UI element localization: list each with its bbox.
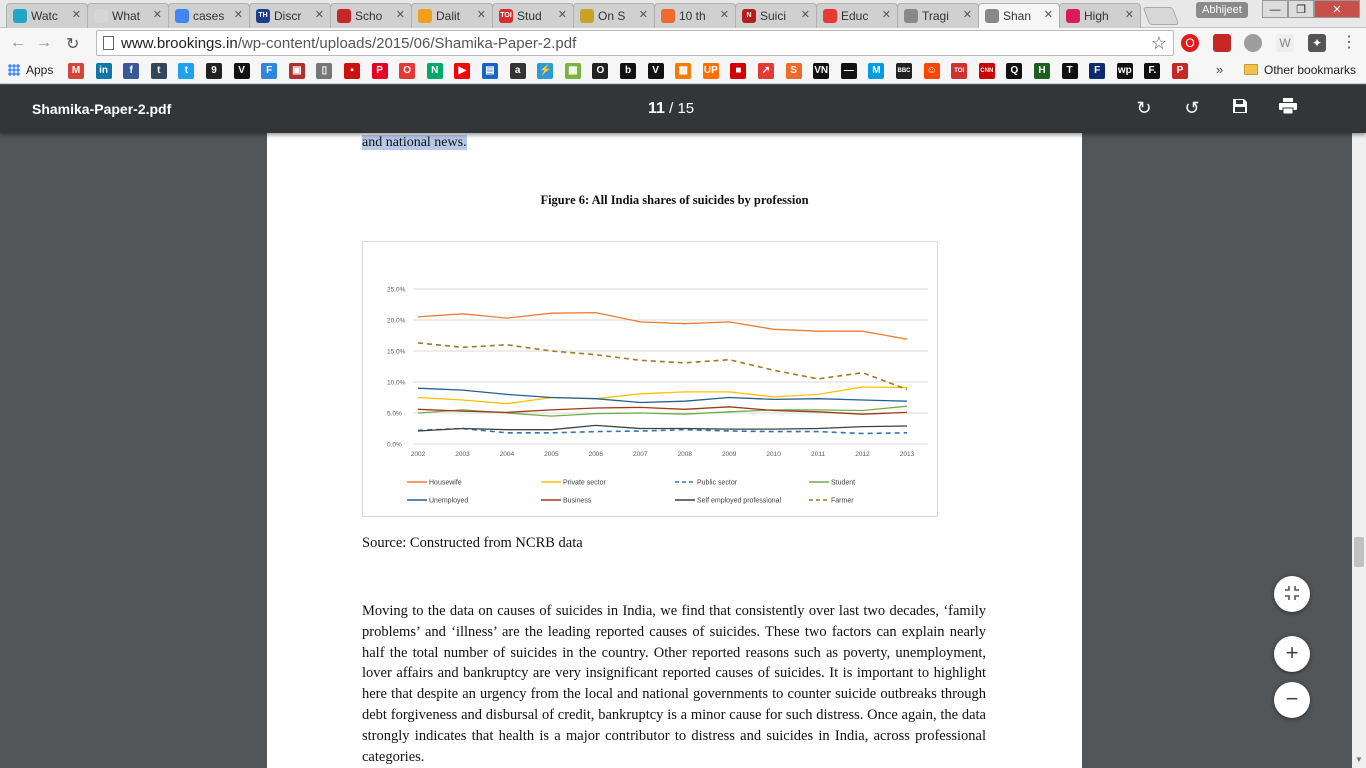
tab-favicon-icon: TOI (499, 9, 513, 23)
x-tick-label: 2007 (633, 451, 648, 458)
bookmark-icon[interactable]: P (372, 63, 388, 79)
bookmark-icon[interactable]: — (841, 63, 857, 79)
tab-title: Suici (760, 9, 787, 23)
more-bookmarks-button[interactable]: » (1216, 62, 1224, 77)
bookmark-icon[interactable]: S (786, 63, 802, 79)
bookmark-icon[interactable]: ▦ (565, 63, 581, 79)
bookmark-icon[interactable]: wp (1117, 63, 1133, 79)
scroll-thumb[interactable] (1354, 537, 1364, 567)
maximize-button[interactable]: ❐ (1288, 0, 1314, 18)
tab-close-icon[interactable]: ✕ (881, 9, 891, 21)
bookmark-icon[interactable]: Q (1006, 63, 1022, 79)
bookmark-icon[interactable]: F (261, 63, 277, 79)
tab-close-icon[interactable]: ✕ (638, 9, 648, 21)
tab-close-icon[interactable]: ✕ (962, 9, 972, 21)
page-separator: / (669, 100, 674, 117)
tab-title: Watc (31, 9, 58, 23)
legend-label: Unemployed (429, 497, 469, 505)
tab-favicon-icon (580, 9, 594, 23)
y-tick-label: 20.0% (387, 317, 406, 325)
url-domain: www.brookings.in (121, 35, 238, 52)
tab-favicon-icon (13, 9, 27, 23)
tab-favicon-icon: TH (256, 9, 270, 23)
bookmark-icon[interactable]: V (234, 63, 250, 79)
scroll-down-arrow-icon[interactable]: ▼ (1355, 755, 1363, 764)
tab-close-icon[interactable]: ✕ (476, 9, 486, 21)
tab-title: 10 th (679, 9, 706, 23)
x-tick-label: 2005 (544, 451, 559, 458)
line-chart (362, 241, 938, 517)
bookmark-icon[interactable]: T (1062, 63, 1078, 79)
tab-title: Educ (841, 9, 869, 23)
bookmark-icon[interactable]: b (620, 63, 636, 79)
body-paragraph: Moving to the data on causes of suicides in India, we find that consistently over last two decades, ‘family problems’ and ‘illness’ are the leading reported causes of suicides. These two factors can explain nearly half the total number of suicides in the country. Other reported reasons such as poverty, unemployment, lover affairs and bankruptcy are very insignificant reported causes of suicides. It is important to highlight here that despite an urgency from the local and national governments to counter suicide outbreaks through debt forgiveness and disbursal of credit, bankruptcy is a minor cause for such distress. Once again, the data strongly indicates that health is a major contributor to distress and suicides in India, across professional categories. (362, 603, 986, 765)
fit-to-page-icon (1284, 585, 1300, 601)
zoom-out-button[interactable]: − (1274, 682, 1310, 718)
legend-label: Housewife (429, 479, 462, 487)
series-line (418, 387, 907, 404)
browser-tab[interactable] (816, 3, 898, 28)
tab-favicon-icon (418, 9, 432, 23)
browser-tab[interactable] (654, 3, 736, 28)
legend-label: Farmer (831, 497, 854, 505)
bookmark-icon[interactable]: ▶ (454, 63, 470, 79)
tab-strip (0, 0, 1366, 28)
pdf-page (267, 133, 1082, 768)
address-bar[interactable] (96, 30, 1174, 56)
bookmark-icon[interactable]: N (427, 63, 443, 79)
tab-favicon-icon (823, 9, 837, 23)
legend-label: Business (563, 497, 592, 505)
fit-to-page-button[interactable] (1274, 576, 1310, 612)
tab-title: Shan (1003, 9, 1032, 23)
bookmark-icon[interactable]: a (510, 63, 526, 79)
tab-close-icon[interactable]: ✕ (1043, 9, 1053, 21)
browser-tab[interactable] (573, 3, 655, 28)
bookmark-icon[interactable]: ▩ (675, 63, 691, 79)
total-pages: 15 (677, 100, 695, 117)
red-extension-icon[interactable] (1213, 34, 1231, 52)
y-tick-label: 5.0% (387, 410, 402, 418)
browser-tab[interactable] (6, 3, 88, 28)
browser-tab[interactable] (330, 3, 412, 28)
rotate-clockwise-icon[interactable]: ↻ (1136, 98, 1152, 118)
legend-label: Public sector (697, 479, 738, 487)
figure-caption: Figure 6: All India shares of suicides by profession (540, 193, 809, 207)
browser-tab[interactable] (735, 3, 817, 28)
pdf-title: Shamika-Paper-2.pdf (32, 101, 172, 117)
series-line (418, 313, 907, 340)
bookmark-icon[interactable]: CNN (979, 63, 995, 79)
tab-title: Scho (355, 9, 383, 23)
tab-favicon-icon (904, 9, 918, 23)
browser-toolbar (0, 28, 1366, 58)
apps-label: Apps (26, 63, 54, 77)
apps-grid-icon (8, 64, 20, 76)
tab-title: cases (193, 9, 225, 23)
tab-favicon-icon (661, 9, 675, 23)
browser-tab[interactable] (249, 3, 331, 28)
bookmark-icon[interactable]: ▤ (482, 63, 498, 79)
bookmark-icon[interactable]: M (868, 63, 884, 79)
browser-tab[interactable] (897, 3, 979, 28)
y-tick-label: 0.0% (387, 441, 402, 449)
bookmark-icon[interactable]: F. (1144, 63, 1160, 79)
other-bookmarks-label: Other bookmarks (1264, 63, 1357, 77)
bookmark-icon[interactable]: ▯ (316, 63, 332, 79)
profile-button[interactable]: Abhijeet (1196, 2, 1248, 18)
page-indicator (648, 100, 694, 118)
bookmark-icon[interactable]: P (1172, 63, 1188, 79)
legend-label: Private sector (563, 479, 606, 487)
tab-title: Discr (274, 9, 302, 23)
bookmark-icon[interactable]: f (123, 63, 139, 79)
bookmark-icon[interactable]: ▪ (344, 63, 360, 79)
apps-shortcut[interactable] (8, 63, 53, 77)
print-icon[interactable] (1277, 97, 1299, 119)
bookmark-icon[interactable]: t (178, 63, 194, 79)
browser-tab[interactable] (87, 3, 169, 28)
x-tick-label: 2004 (499, 451, 515, 458)
y-tick-label: 15.0% (387, 348, 406, 356)
bookmark-icon[interactable]: H (1034, 63, 1050, 79)
series-line (418, 406, 907, 416)
tab-favicon-icon: N (742, 9, 756, 23)
highlighted-text[interactable]: and national news. (362, 135, 467, 150)
browser-tab[interactable] (168, 3, 250, 28)
bookmark-icon[interactable]: ▣ (289, 63, 305, 79)
page-icon (103, 36, 114, 50)
tab-favicon-icon (94, 9, 108, 23)
bookmark-icon[interactable]: VN (813, 63, 829, 79)
legend-label: Self employed professional (697, 497, 782, 505)
x-tick-label: 2009 (721, 451, 737, 458)
bookmark-icon[interactable]: ⚡ (537, 63, 553, 79)
close-window-button[interactable]: ✕ (1314, 0, 1360, 18)
tab-favicon-icon (337, 9, 351, 23)
y-tick-label: 25.0% (387, 286, 406, 294)
bookmark-icon[interactable]: TOI (951, 63, 967, 79)
reload-icon[interactable]: ↻ (66, 36, 80, 53)
browser-tab[interactable] (978, 3, 1060, 29)
x-tick-label: 2003 (455, 451, 470, 458)
tab-close-icon[interactable]: ✕ (800, 9, 810, 21)
minimize-button[interactable]: — (1262, 0, 1288, 18)
tab-favicon-icon (1066, 9, 1080, 23)
vertical-scrollbar[interactable] (1352, 85, 1366, 768)
bookmark-icon[interactable]: ☺ (924, 63, 940, 79)
bookmark-icon[interactable]: ↗ (758, 63, 774, 79)
y-tick-label: 10.0% (387, 379, 406, 387)
x-tick-label: 2002 (410, 451, 426, 458)
bookmark-icon[interactable]: BBC (896, 63, 912, 79)
bookmark-icon[interactable]: ■ (730, 63, 746, 79)
tab-favicon-icon (985, 9, 999, 23)
bookmark-icon[interactable]: O (399, 63, 415, 79)
bookmark-icon[interactable]: M (68, 63, 84, 79)
x-tick-label: 2008 (677, 451, 692, 458)
figure-source: Source: Constructed from NCRB data (362, 535, 583, 551)
forward-arrow-icon[interactable]: → (36, 34, 52, 51)
bookmark-icon[interactable]: UP (703, 63, 719, 79)
x-tick-label: 2013 (899, 451, 915, 458)
previous-paragraph-tail (362, 133, 992, 153)
bookmark-icon[interactable]: O (592, 63, 608, 79)
tab-favicon-icon (175, 9, 189, 23)
tab-close-icon[interactable]: ✕ (233, 9, 243, 21)
bookmarks-bar (0, 58, 1366, 84)
pdf-viewer[interactable] (0, 133, 1352, 768)
browser-tab[interactable] (492, 3, 574, 28)
tab-close-icon[interactable]: ✕ (71, 9, 81, 21)
tab-close-icon[interactable]: ✕ (314, 9, 324, 21)
opera-extension-icon[interactable]: O (1181, 34, 1199, 52)
bookmark-icon[interactable]: 9 (206, 63, 222, 79)
bookmark-icon[interactable]: in (96, 63, 112, 79)
download-icon[interactable] (1229, 97, 1251, 119)
browser-tab[interactable] (411, 3, 493, 28)
new-tab-button[interactable] (1143, 7, 1180, 25)
chart-svg (363, 242, 939, 518)
other-bookmarks-folder[interactable] (1244, 63, 1356, 77)
tab-close-icon[interactable]: ✕ (152, 9, 162, 21)
series-line (418, 388, 907, 402)
tab-close-icon[interactable]: ✕ (557, 9, 567, 21)
bookmark-star-icon[interactable]: ☆ (1150, 33, 1167, 53)
url-path: /wp-content/uploads/2015/06/Shamika-Paper-2.pdf (237, 35, 577, 52)
bookmark-icon[interactable]: t (151, 63, 167, 79)
tab-close-icon[interactable]: ✕ (395, 9, 405, 21)
back-arrow-icon[interactable]: ← (10, 34, 26, 51)
browser-tab[interactable] (1059, 3, 1141, 28)
tab-title: Dalit (436, 9, 461, 23)
menu-icon[interactable]: ⋮ (1341, 34, 1357, 51)
rotate-counterclockwise-icon[interactable]: ↺ (1184, 98, 1200, 118)
x-tick-label: 2006 (588, 451, 604, 458)
url-text[interactable] (121, 35, 576, 52)
tab-close-icon[interactable]: ✕ (719, 9, 729, 21)
tab-close-icon[interactable]: ✕ (1124, 9, 1134, 21)
current-page-number[interactable]: 11 (648, 100, 665, 117)
x-tick-label: 2012 (855, 451, 870, 458)
puzzle-extension-icon[interactable]: ✦ (1308, 34, 1326, 52)
x-tick-label: 2010 (766, 451, 781, 458)
tab-title: What (112, 9, 141, 23)
tab-title: On S (598, 9, 626, 23)
bookmark-icon[interactable]: V (648, 63, 664, 79)
globe-extension-icon[interactable] (1244, 34, 1262, 52)
tab-title: Stud (517, 9, 542, 23)
pdf-toolbar (0, 85, 1366, 133)
folder-icon (1244, 64, 1258, 75)
legend-label: Student (831, 479, 856, 487)
tab-title: High (1084, 9, 1109, 23)
x-tick-label: 2011 (811, 451, 826, 458)
bookmark-icon[interactable]: F (1089, 63, 1105, 79)
zoom-in-button[interactable]: + (1274, 636, 1310, 672)
w-extension-icon[interactable]: W (1276, 34, 1294, 52)
tab-title: Tragi (922, 9, 949, 23)
